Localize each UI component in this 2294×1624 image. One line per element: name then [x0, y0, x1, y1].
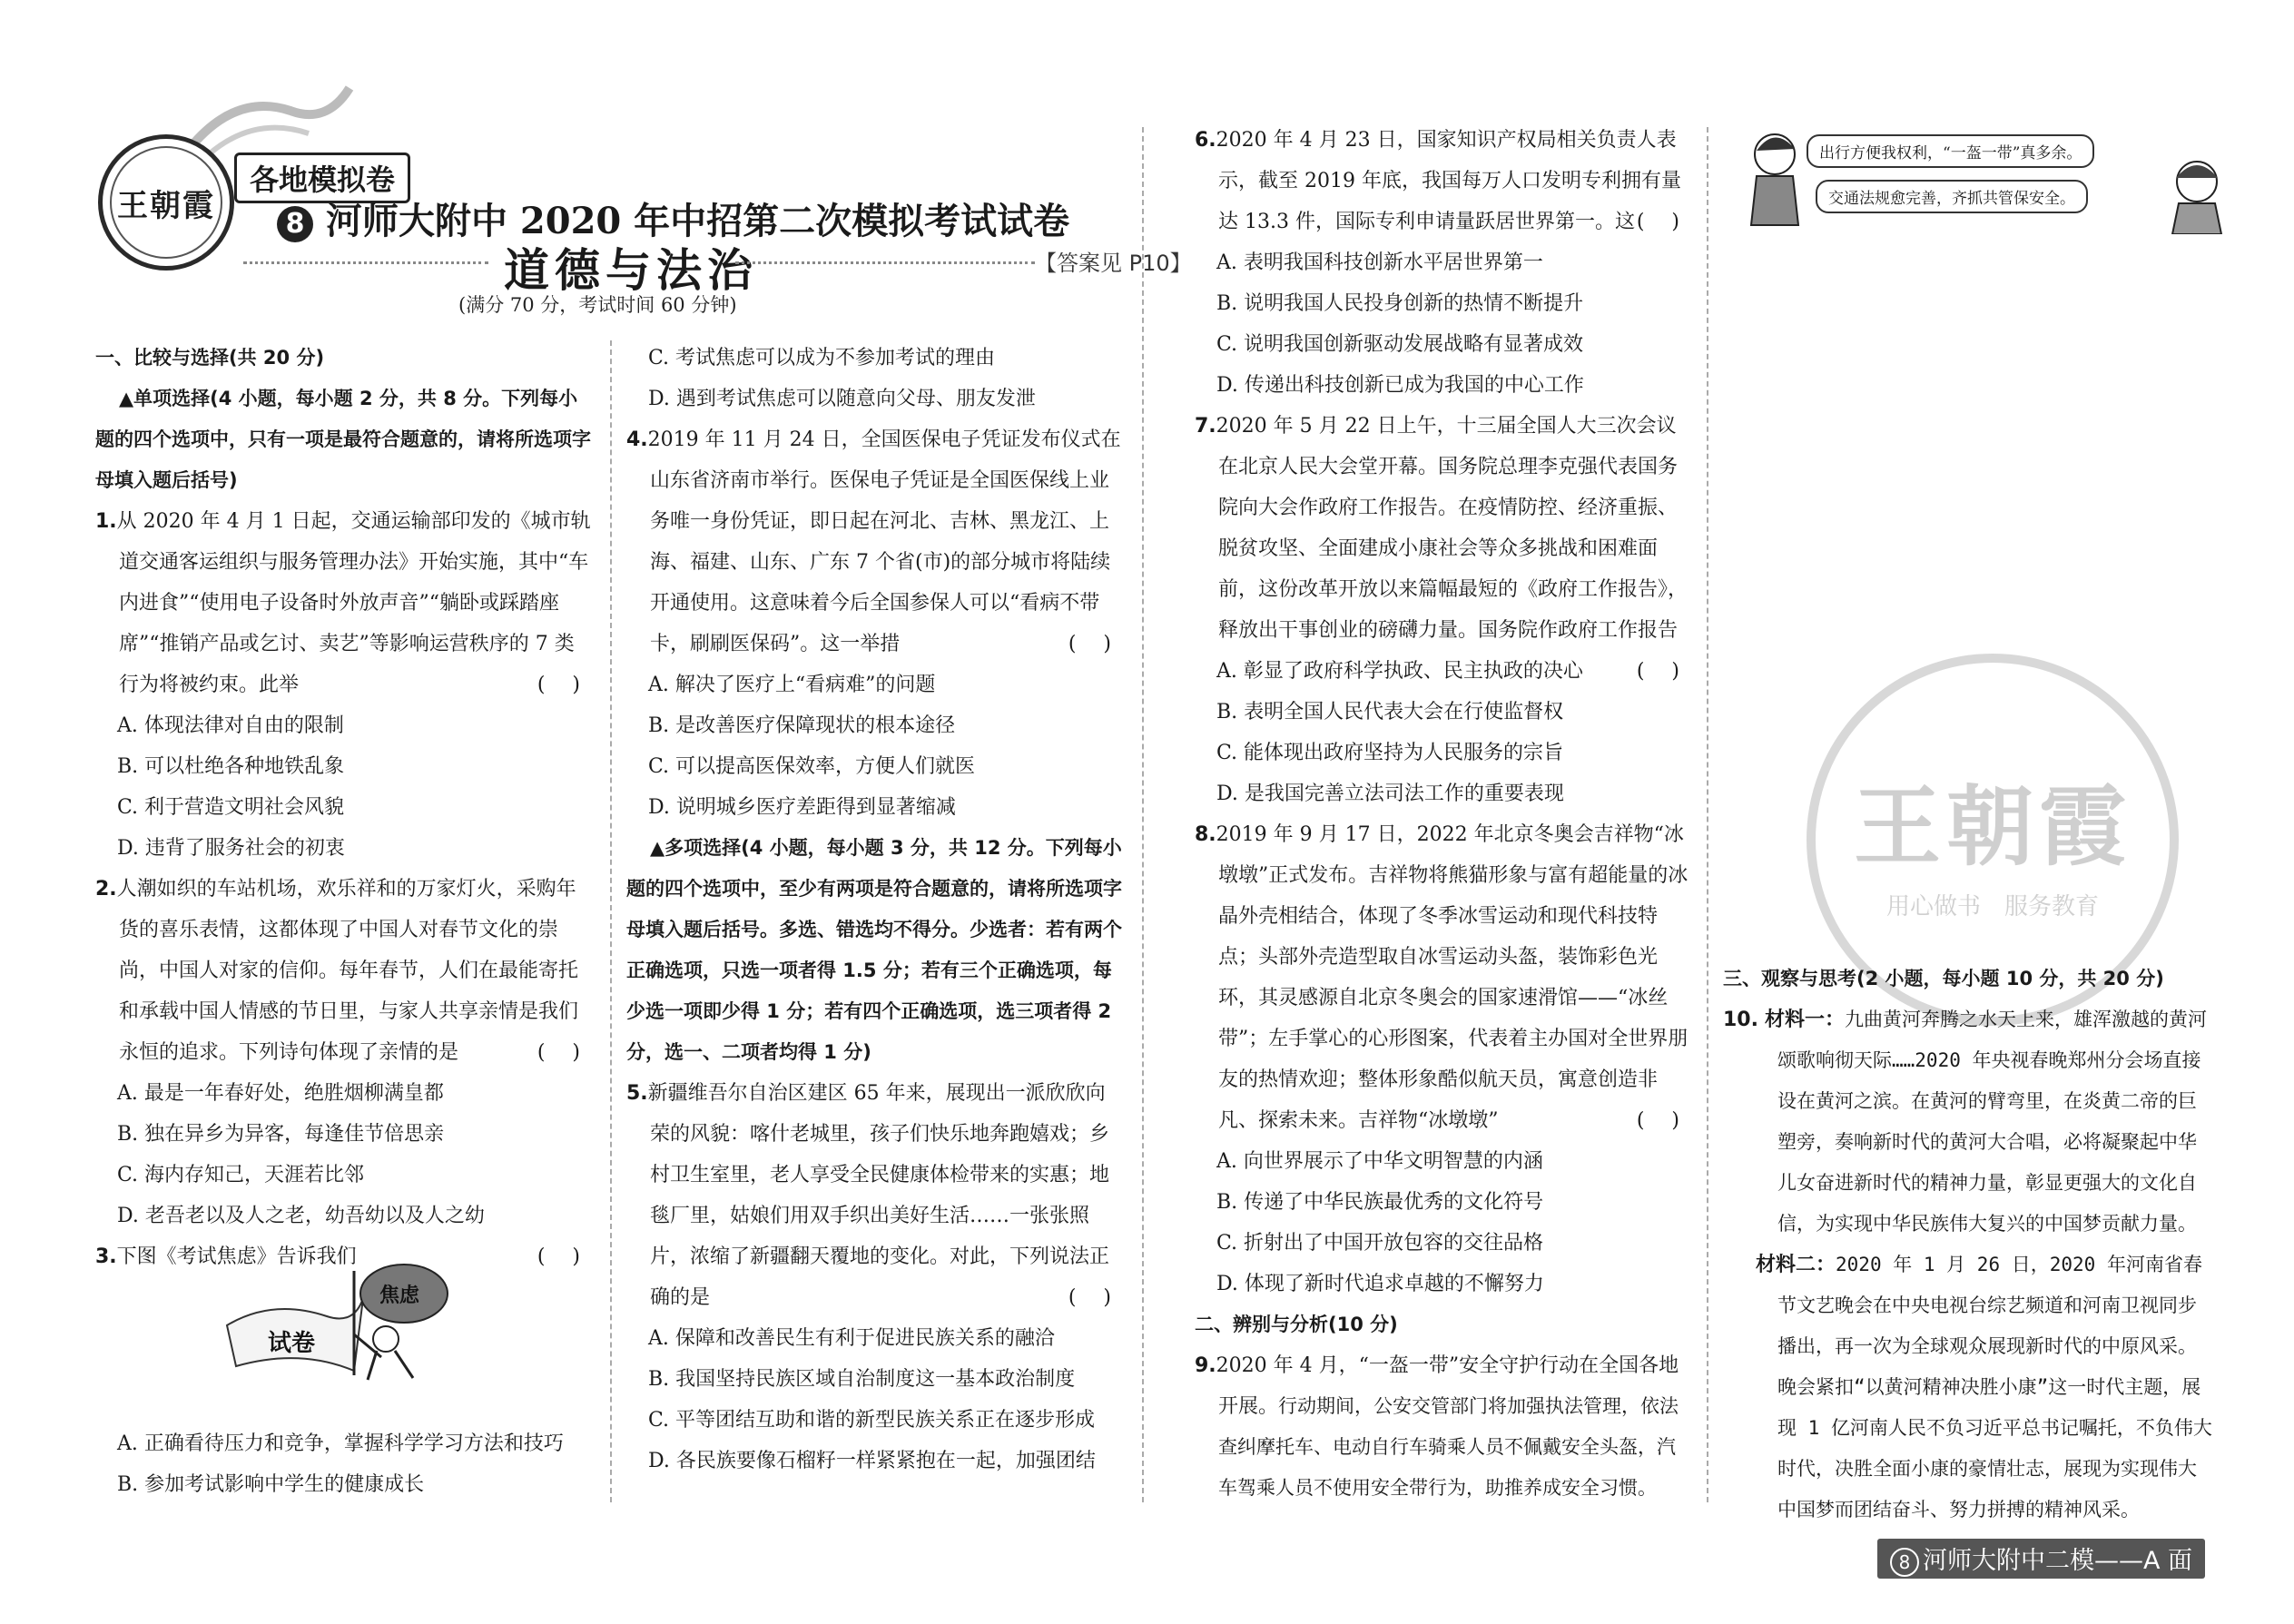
- series-tag: 各地模拟卷: [234, 153, 410, 203]
- option-d: D. 传递出科技创新已成为我国的中心工作: [1216, 374, 1584, 397]
- option-a: A. 向世界展示了中华文明智慧的内涵: [1216, 1150, 1543, 1173]
- option-d: D. 遇到考试焦虑可以随意向父母、朋友发泄: [648, 388, 1036, 410]
- option-a: A. 最是一年春好处，绝胜烟柳满皇都: [117, 1082, 444, 1105]
- question-stem: 人潮如织的车站机场，欢乐祥和的万家灯火，采购年货的喜乐表情，这都体现了中国人对春节文化的崇尚，中国人对家的信仰。每年春节，人们在最能寄托和承载中国人情感的节日里，与家人共享亲情是我们永恒的追求。下列诗句体现了亲情的是: [116, 878, 579, 1064]
- option-c: C. 可以提高医保效率，方便人们就医: [648, 755, 976, 778]
- score-info: (满分 70 分，考试时间 60 分钟): [458, 294, 737, 316]
- question-4: [626, 419, 1124, 828]
- section-1-heading: 一、比较与选择(共 20 分): [95, 347, 325, 369]
- logo-brand-text: 王朝霞: [117, 187, 215, 224]
- question-8: [1195, 814, 1692, 1304]
- question-number: 2.: [95, 878, 117, 901]
- illus-label-anxiety: 焦虑: [379, 1284, 420, 1307]
- option-c: C. 平等团结互助和谐的新型民族关系正在逐步形成: [648, 1409, 1096, 1432]
- option-c: C. 说明我国创新驱动发展战略有显著成效: [1216, 333, 1584, 356]
- footer-text: 河师大附中二模——A 面: [1923, 1547, 2193, 1575]
- option-b: B. 可以杜绝各种地铁乱象: [117, 755, 345, 778]
- option-b: B. 我国坚持民族区域自治制度这一基本政治制度: [648, 1368, 1076, 1391]
- option-d: D. 各民族要像石榴籽一样紧紧抱在一起，加强团结: [648, 1450, 1096, 1472]
- watermark-slogan: 用心做书 服务教育: [1885, 893, 2099, 920]
- option-c: C. 利于营造文明社会风貌: [117, 796, 345, 819]
- answer-bracket[interactable]: ( ): [1068, 633, 1115, 655]
- question-stem: 2019 年 9 月 17 日，2022 年北京冬奥会吉祥物“冰墩墩”正式发布。吉祥物将熊猫形象与富有超能量的冰晶外壳相结合，体现了冬季冰雪运动和现代科技特点；头部外壳造型取自冰雪运动头盔，装饰彩色光环，其灵感源自北京冬奥会的国家速滑馆——“冰丝带”；左手掌心的心形图案，代表着主办国对全世界朋友的热情欢迎；整体形象酷似航天员，寓意创造非凡、探索未来。吉祥物“冰墩墩”: [1216, 823, 1689, 1132]
- watermark-brand: 王朝霞: [1854, 775, 2132, 878]
- question-7: [1195, 406, 1692, 814]
- question-stem: 2019 年 11 月 24 日，全国医保电子凭证发布仪式在山东省济南市举行。医保电子凭证是全国医保线上业务唯一身份凭证，即日起在河北、吉林、黑龙江、上海、福建、山东、广东 7 个省(市)的部分城市将陆续开通使用。这意味着今后全国参保人可以“看病不带卡，刷刷医保码”。这一举措: [647, 428, 1121, 655]
- answer-bracket[interactable]: ( ): [1636, 1109, 1683, 1132]
- option-d: D. 说明城乡医疗差距得到显著缩减: [648, 796, 956, 819]
- dotted-rule-right: [735, 261, 1035, 264]
- exam-number-badge: 8: [277, 206, 313, 242]
- question-number: 5.: [626, 1082, 648, 1105]
- option-a: A. 解决了医疗上“看病难”的问题: [648, 674, 936, 696]
- answer-reference: 【答案见 P10】: [1035, 251, 1192, 276]
- question-number: 1.: [95, 510, 117, 533]
- question-number: 6.: [1195, 129, 1216, 152]
- option-a: A. 正确看待压力和竞争，掌握科学学习方法和技巧: [117, 1432, 564, 1455]
- question-stem: 新疆维吾尔自治区建区 65 年来，展现出一派欣欣向荣的风貌：喀什老城里，孩子们快乐地奔跑嬉戏；乡村卫生室里，老人享受全民健康体检带来的实惠；地毯厂里，姑娘们用双手织出美好生活……一张张照片，浓缩了新疆翻天覆地的变化。对此，下列说法正确的是: [647, 1082, 1110, 1309]
- answer-bracket[interactable]: ( ): [537, 1245, 584, 1268]
- answer-bracket[interactable]: ( ): [1636, 660, 1683, 683]
- multi-choice-instructions: ▲多项选择(4 小题，每小题 3 分，共 12 分。下列每小题的四个选项中，至少有两项是符合题意的，请将所选项字母填入题后括号。多选、错选均不得分。少选者：若有两个正确选项，只选一项者得 1.5 分；若有三个正确选项，每少选一项即少得 1 分；若有四个正确选项，选三项者得 2 分，选一、二项者均得 1 分): [626, 837, 1122, 1063]
- exam-title-text: 河师大附中 2020 年中招第二次模拟考试试卷: [326, 200, 1070, 242]
- question-stem: 2020 年 5 月 22 日上午，十三届全国人大三次会议在北京人民大会堂开幕。国务院总理李克强代表国务院向大会作政府工作报告。在疫情防控、经济重振、脱贫攻坚、全面建成小康社会等众多挑战和困难面前，这份改革开放以来篇幅最短的《政府工作报告》，释放出干事创业的磅礴力量。国务院作政府工作报告: [1216, 415, 1689, 642]
- option-d: D. 体现了新时代追求卓越的不懈努力: [1216, 1273, 1544, 1295]
- question-number: 8.: [1195, 823, 1216, 846]
- dotted-rule-left: [243, 261, 488, 264]
- ribbon-decoration: [182, 84, 354, 156]
- column-divider: [1142, 127, 1144, 1502]
- speech-bubble-right: 交通法规愈完善，齐抓共管保安全。: [1816, 180, 2088, 213]
- option-a: A. 表明我国科技创新水平居世界第一: [1216, 251, 1543, 274]
- question-3-options-ab: [95, 1423, 593, 1505]
- footer-number: 8: [1890, 1548, 1919, 1577]
- question-number: 9.: [1195, 1354, 1216, 1377]
- section-2-heading: 二、辨别与分析(10 分): [1195, 1314, 1398, 1335]
- section-3-heading: 三、观察与思考(2 小题，每小题 10 分，共 20 分): [1723, 968, 2164, 989]
- brand-logo: [98, 134, 234, 271]
- column-2: [626, 338, 1124, 1481]
- option-b: B. 说明我国人民投身创新的热情不断提升: [1216, 292, 1584, 315]
- option-a: A. 彰显了政府科学执政、民主执政的决心: [1216, 660, 1583, 683]
- answer-bracket[interactable]: ( ): [1068, 1286, 1115, 1309]
- material-2-text: 2020 年 1 月 26 日，2020 年河南省春节文艺晚会在中央电视台综艺频道和河南卫视同步播出，再一次为全球观众展现新时代的中原风采。晚会紧扣“以黄河精神决胜小康”这一时代主题，展现 1 亿河南人民不负习近平总书记嘱托，不负伟大时代，决胜全面小康的豪情壮志，展现为实现伟大中国梦而团结奋斗、努力拼搏的精神风采。: [1777, 1254, 2212, 1521]
- column-divider: [1707, 127, 1708, 1502]
- option-b: B. 独在异乡为异客，每逢佳节倍思亲: [117, 1123, 445, 1146]
- material-2-label: 材料二：: [1756, 1254, 1836, 1276]
- option-d: D. 是我国完善立法司法工作的重要表现: [1216, 782, 1564, 805]
- material-1-text: 九曲黄河奔腾之水天上来，雄浑激越的黄河颂歌响彻天际……2020 年央视春晚郑州分会场直接设在黄河之滨。在黄河的臂弯里，在炎黄二帝的巨塑旁，奏响新时代的黄河大合唱，必将凝聚起中华儿女奋进新时代的精神力量，彰显更强大的文化自信，为实现中华民族伟大复兴的中国梦贡献力量。: [1777, 1009, 2207, 1235]
- question-stem: 下图《考试焦虑》告诉我们: [116, 1245, 357, 1268]
- option-d: D. 违背了服务社会的初衷: [117, 837, 345, 860]
- question-stem: 从 2020 年 4 月 1 日起，交通运输部印发的《城市轨道交通客运组织与服务管理办法》开始实施，其中“车内进食”“使用电子设备时外放声音”“躺卧或踩踏座席”“推销产品或乞讨、卖艺”等影响运营秩序的 7 类行为将被约束。此举: [116, 510, 591, 696]
- question-number: 3.: [95, 1245, 117, 1268]
- question-number: 7.: [1195, 415, 1216, 438]
- exam-anxiety-illustration: [218, 1262, 472, 1384]
- option-b: B. 参加考试影响中学生的健康成长: [117, 1473, 425, 1496]
- column-1: [95, 338, 593, 1277]
- option-c: C. 海内存知己，天涯若比邻: [117, 1164, 365, 1186]
- option-c: C. 折射出了中国开放包容的交往品格: [1216, 1232, 1544, 1255]
- question-10: [1723, 999, 2213, 1530]
- column-3: [1195, 120, 1692, 1509]
- question-number: 10.: [1723, 1009, 1758, 1031]
- answer-bracket[interactable]: ( ): [537, 1041, 584, 1064]
- answer-bracket[interactable]: ( ): [537, 674, 584, 696]
- question-stem: 2020 年 4 月 23 日，国家知识产权局相关负责人表示，截至 2019 年底，我国每万人口发明专利拥有量达 13.3 件，国际专利申请量跃居世界第一。这: [1216, 129, 1681, 233]
- option-c: C. 考试焦虑可以成为不参加考试的理由: [648, 347, 996, 369]
- material-1-label: 材料一：: [1764, 1009, 1845, 1031]
- question-stem: 2020 年 4 月，“一盔一带”安全守护行动在全国各地开展。: [1216, 1354, 1679, 1418]
- question-6: [1195, 120, 1692, 406]
- question-1: [95, 501, 593, 869]
- question-stem-detail: 行动期间，公安交管部门将加强执法管理，依法查纠摩托车、电动自行车骑乘人员不佩戴安全头盔，汽车驾乘人员不使用安全带行为，助推养成安全习惯。: [1218, 1395, 1679, 1499]
- option-b: B. 表明全国人民代表大会在行使监督权: [1216, 701, 1564, 723]
- column-4: [1723, 959, 2213, 1530]
- question-9: [1195, 1345, 1692, 1509]
- page-footer-tag: [1877, 1539, 2205, 1579]
- answer-bracket[interactable]: ( ): [1636, 211, 1683, 233]
- speech-bubble-left: 出行方便我权利，“一盔一带”真多余。: [1807, 134, 2094, 168]
- question-5: [626, 1073, 1124, 1481]
- column-divider: [610, 340, 612, 1502]
- illus-label-paper: 试卷: [268, 1330, 316, 1357]
- option-c: C. 能体现出政府坚持为人民服务的宗旨: [1216, 742, 1564, 764]
- single-choice-instructions: ▲单项选择(4 小题，每小题 2 分，共 8 分。下列每小题的四个选项中，只有一项是最符合题意的，请将所选项字母填入题后括号): [95, 388, 591, 491]
- option-a: A. 体现法律对自由的限制: [117, 714, 344, 737]
- option-a: A. 保障和改善民生有利于促进民族关系的融洽: [648, 1327, 1055, 1350]
- question-number: 4.: [626, 428, 648, 451]
- question-2: [95, 869, 593, 1236]
- option-d: D. 老吾老以及人之老，幼吾幼以及人之幼: [117, 1205, 485, 1227]
- option-b: B. 是改善医疗保障现状的根本途径: [648, 714, 956, 737]
- option-b: B. 传递了中华民族最优秀的文化符号: [1216, 1191, 1544, 1214]
- subject-title: 道德与法治: [504, 244, 758, 297]
